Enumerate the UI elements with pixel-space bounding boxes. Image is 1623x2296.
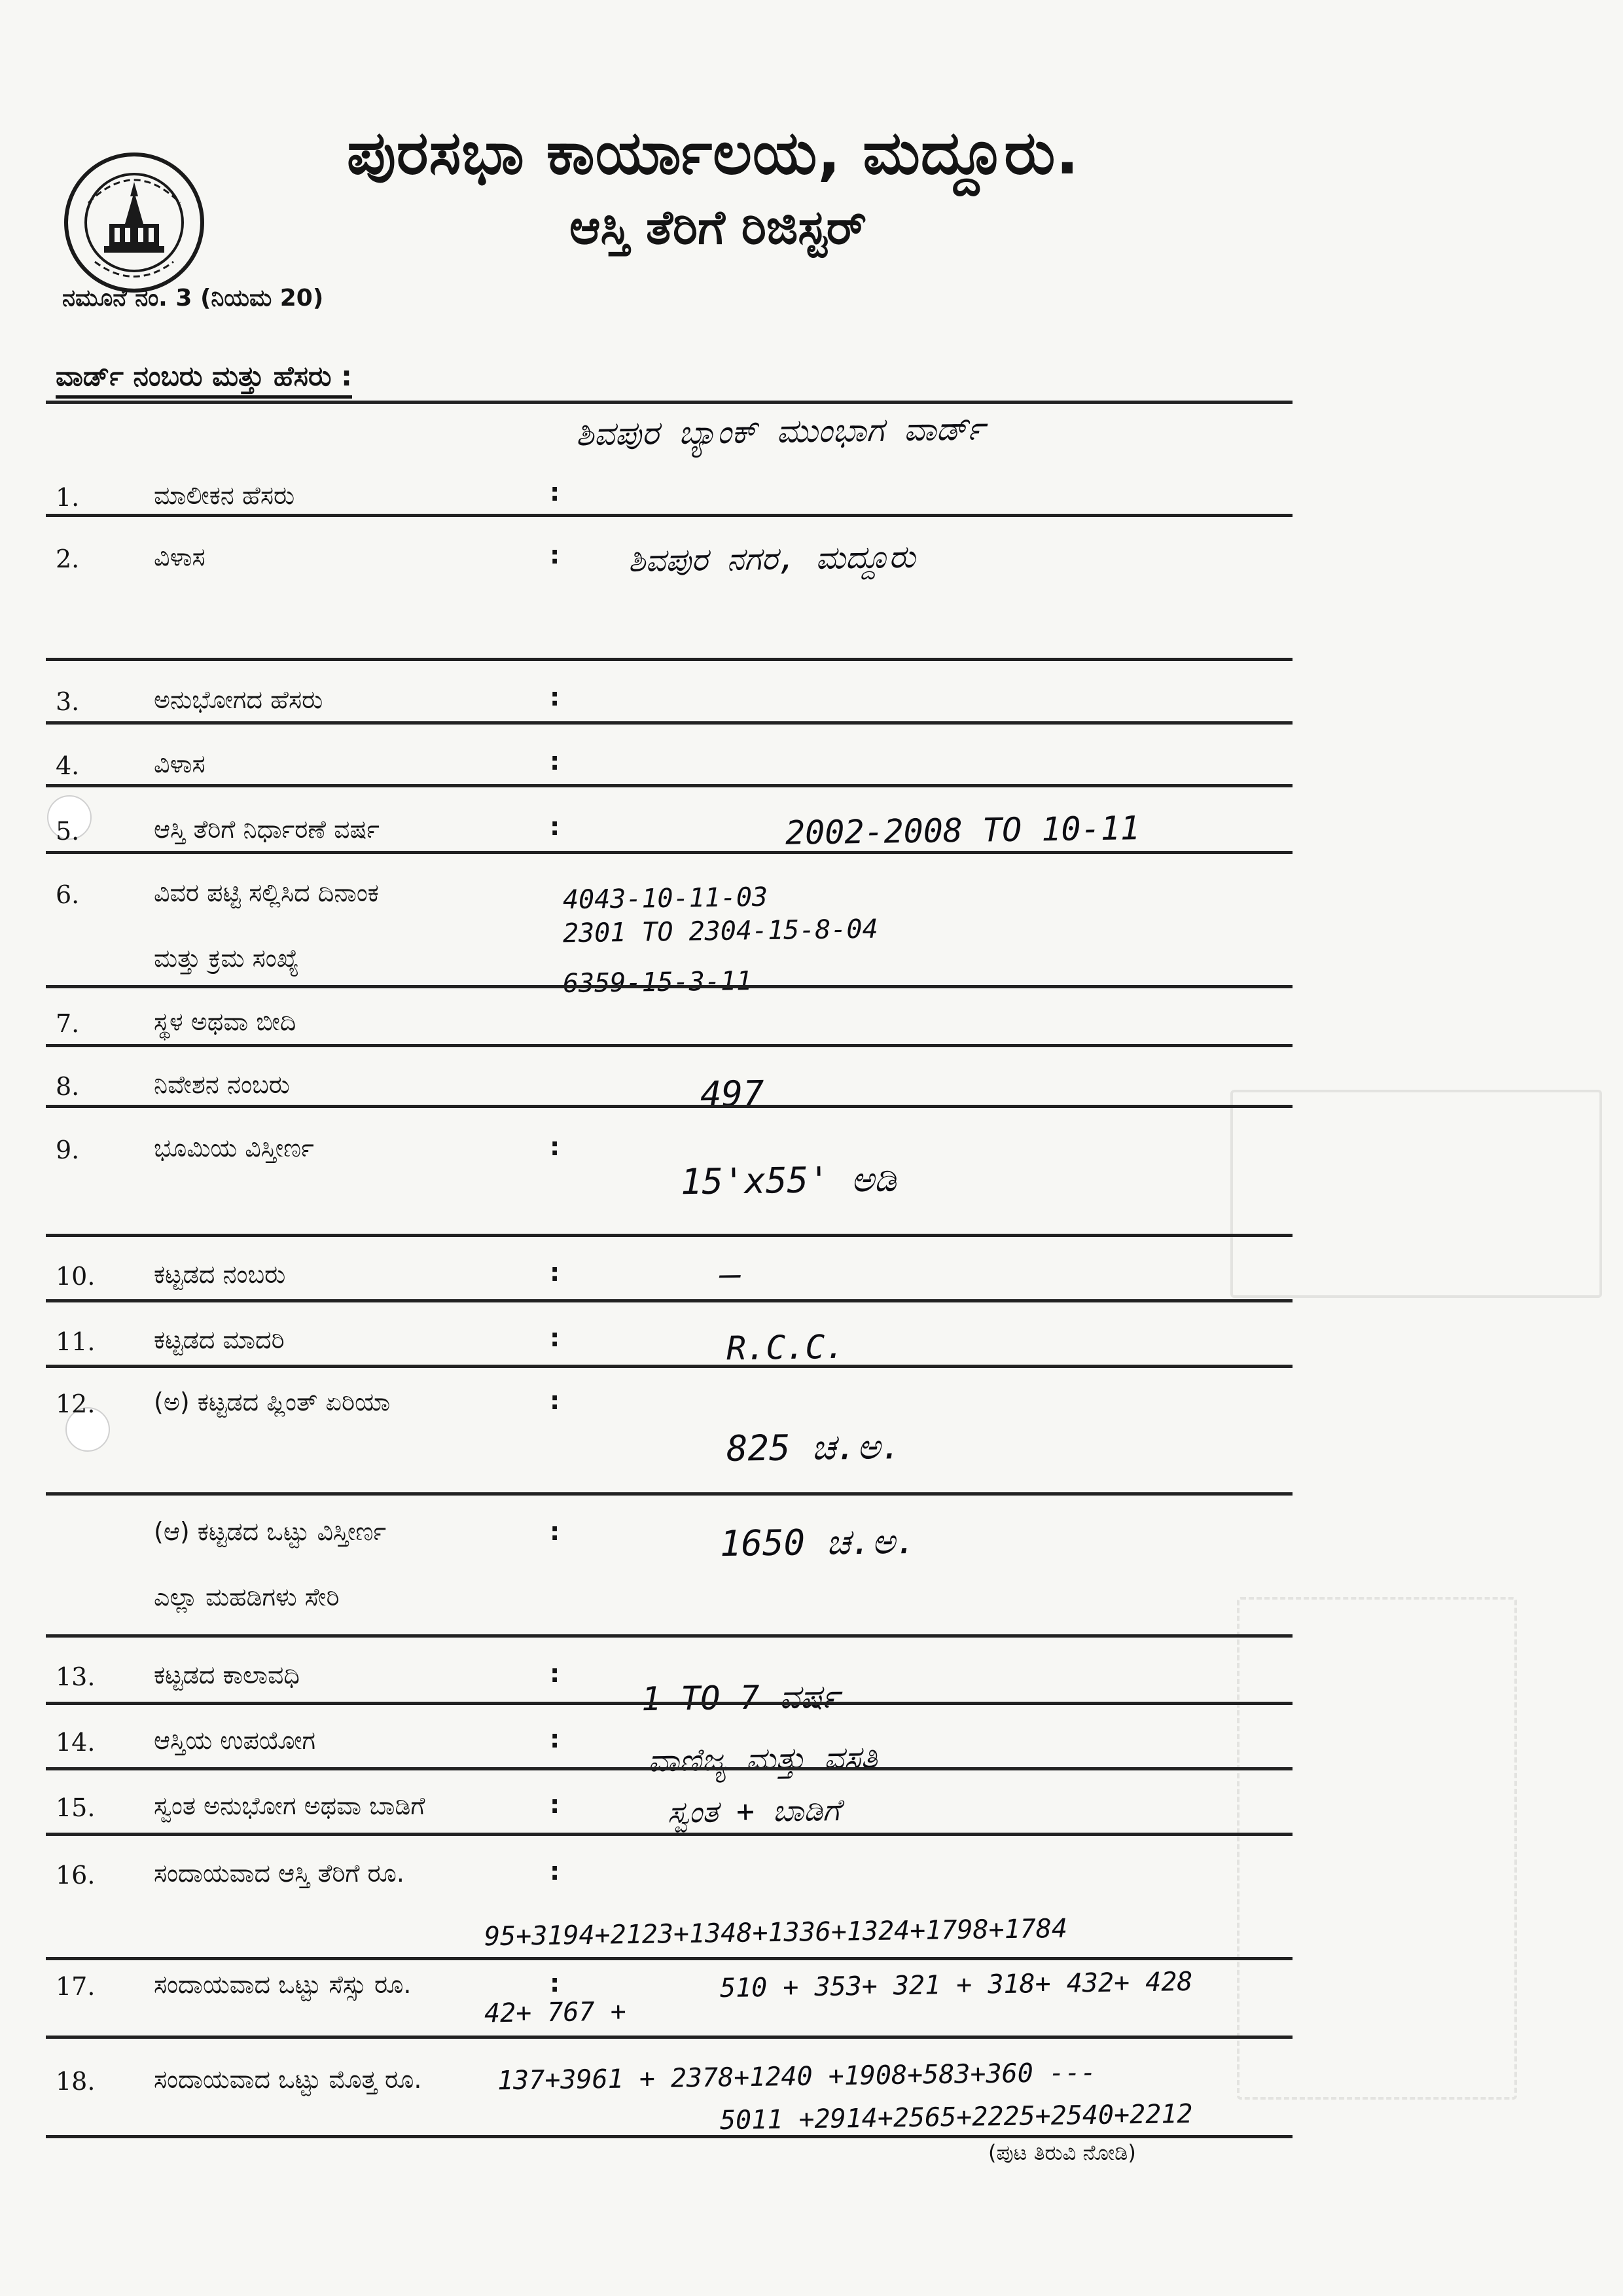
row-number: 12. [56,1390,96,1418]
row-colon: : [550,683,560,711]
divider [46,784,1293,787]
row-label-property-use: ಆಸ್ತಿಯ ಉಪಯೋಗ [154,1726,316,1755]
row-value-land-area: 15'x55' ಅಡಿ [680,1158,897,1203]
row-number: 14. [56,1728,96,1757]
row-value-plinth-area: 825 ಚ.ಅ. [726,1426,902,1469]
row-value-assessment-year: 2002-2008 TO 10-11 [785,809,1141,852]
row-label-tax-paid: ಸಂದಾಯವಾದ ಆಸ್ತಿ ತೆರಿಗೆ ರೂ. [154,1859,404,1888]
row-label-occupant-address: ವಿಳಾಸ [154,749,205,778]
row-number: 3. [56,687,80,716]
row-value-address: ಶಿವಪುರ ನಗರ, ಮದ್ದೂರು [628,538,916,580]
row-number: 11. [56,1327,96,1356]
row-colon: : [550,1969,560,1998]
row-colon: : [550,1725,560,1753]
form-code: ನಮೂನೆ ನಂ. 3 (ನಿಯಮ 20) [62,285,324,312]
row-label-all-floors: ಎಲ್ಲಾ ಮಹಡಿಗಳು ಸೇರಿ [154,1583,340,1611]
row-label-assessment-year: ಆಸ್ತಿ ತೆರಿಗೆ ನಿರ್ಧಾರಣೆ ವರ್ಷ [154,815,380,844]
divider [46,1044,1293,1047]
row-value-statement-line: 4043-10-11-03 [562,882,768,916]
row-number: 13. [56,1662,96,1691]
row-number: 17. [56,1972,96,2001]
divider [46,1957,1293,1960]
row-label-site-number: ನಿವೇಶನ ನಂಬರು [154,1070,290,1099]
row-value-cess-line: 42+ 767 + [484,1996,627,2029]
row-colon: : [550,1258,560,1287]
row-label-land-area: ಭೂಮಿಯ ವಿಸ್ತೀರ್ಣ [154,1134,314,1162]
row-colon: : [550,1659,560,1688]
row-value-property-use: ವಾಣಿಜ್ಯ ಮತ್ತು ವಸತಿ [647,1739,878,1780]
row-value-cess-line: 510 + 353+ 321 + 318+ 432+ 428 [719,1966,1193,2004]
divider [46,1365,1293,1368]
divider [46,1234,1293,1237]
bleed-through-stamp [1230,1090,1602,1298]
row-number: 10. [56,1262,96,1291]
divider [46,721,1293,725]
row-value-statement-line: 6359-15-3-11 [562,965,753,999]
row-colon: : [550,1857,560,1886]
row-value-own-or-rent: ಸ್ವಂತ + ಬಾಡಿಗೆ [667,1792,841,1830]
row-value-tax-paid: 95+3194+2123+1348+1336+1324+1798+1784 [484,1913,1068,1952]
row-colon: : [550,1517,560,1546]
row-label-building-number: ಕಟ್ಟಡದ ನಂಬರು [154,1260,286,1289]
row-colon: : [550,541,560,569]
row-value-total-line: 137+3961 + 2378+1240 +1908+583+360 --- [497,2057,1097,2096]
row-label-building-age: ಕಟ್ಟಡದ ಕಾಲಾವಧಿ [154,1660,300,1689]
row-value-site-number: 497 [700,1073,764,1115]
divider [46,1105,1293,1108]
row-label-location: ಸ್ಥಳ ಅಥವಾ ಬೀದಿ [154,1007,296,1036]
divider [46,1767,1293,1770]
register-subtitle: ಆಸ್ತಿ ತೆರಿಗೆ ರಿಜಿಸ್ಟರ್ [569,200,867,255]
divider [46,851,1293,854]
row-label-total-paid: ಸಂದಾಯವಾದ ಒಟ್ಟು ಮೊತ್ತ ರೂ. [154,2065,422,2094]
row-number: 5. [56,817,80,846]
row-label-cess-paid: ಸಂದಾಯವಾದ ಒಟ್ಟು ಸೆಸ್ಸು ರೂ. [154,1970,412,1999]
row-value-total-area: 1650 ಚ.ಅ. [719,1520,917,1565]
row-number: 15. [56,1793,96,1822]
divider [46,1492,1293,1496]
row-label-building-type: ಕಟ್ಟಡದ ಮಾದರಿ [154,1325,285,1354]
row-label-own-or-rent: ಸ್ವಂತ ಅನುಭೋಗ ಅಥವಾ ಬಾಡಿಗೆ [154,1791,425,1820]
row-number: 18. [56,2067,96,2096]
row-number: 16. [56,1861,96,1890]
office-title: ಪುರಸಭಾ ಕಾರ್ಯಾಲಯ, ಮದ್ದೂರು. [347,118,1080,188]
row-number: 9. [56,1136,80,1164]
divider [46,1634,1293,1638]
row-label-serial-number: ಮತ್ತು ಕ್ರಮ ಸಂಖ್ಯೆ [154,944,300,973]
row-number: 8. [56,1072,80,1101]
divider [46,1299,1293,1302]
row-value-total-line: 5011 +2914+2565+2225+2540+2212 [719,2098,1193,2136]
row-value-statement-line: 2301 TO 2304-15-8-04 [562,914,878,949]
row-number: 4. [56,751,80,780]
divider [46,2036,1293,2039]
row-colon: : [550,812,560,841]
divider [46,2135,1293,2138]
divider [46,514,1293,517]
ward-label: ವಾರ್ಡ್ ನಂಬರು ಮತ್ತು ಹೆಸರು : [56,360,352,399]
row-label-address: ವಿಳಾಸ [154,543,205,571]
row-number: 6. [56,880,80,909]
row-label-total-area: (ಆ) ಕಟ್ಟಡದ ಒಟ್ಟು ವಿಸ್ತೀರ್ಣ [154,1517,387,1546]
row-colon: : [550,1790,560,1819]
row-number: 1. [56,483,80,512]
row-value-building-age: 1 TO 7 ವರ್ಷ [641,1677,840,1719]
divider [46,401,1293,404]
divider [46,985,1293,988]
row-label-owner-name: ಮಾಲೀಕನ ಹೆಸರು [154,481,295,510]
row-colon: : [550,1386,560,1415]
divider [46,658,1293,661]
row-value-building-type: R.C.C. [726,1327,846,1368]
turn-over-note: (ಪುಟ ತಿರುವಿ ನೋಡಿ) [988,2140,1136,2165]
row-label-plinth-area: (ಅ) ಕಟ್ಟಡದ ಪ್ಲಿಂತ್ ಏರಿಯಾ [154,1388,391,1416]
row-value-building-number: — [719,1253,741,1295]
ward-value: ಶಿವಪುರ ಬ್ಯಾಂಕ್ ಮುಂಭಾಗ ವಾರ್ಡ್ [575,409,986,454]
municipal-seal-icon [62,151,206,295]
divider [46,1833,1293,1836]
row-colon: : [550,1323,560,1352]
row-label-statement-date: ವಿವರ ಪಟ್ಟಿ ಸಲ್ಲಿಸಿದ ದಿನಾಂಕ [154,878,379,907]
row-number: 2. [56,545,80,573]
row-number: 7. [56,1009,80,1038]
row-colon: : [550,1132,560,1161]
row-label-occupant-name: ಅನುಭೋಗದ ಹೆಸರು [154,685,323,714]
bleed-through-block [1237,1597,1517,2100]
divider [46,1702,1293,1705]
row-colon: : [550,478,560,507]
row-colon: : [550,747,560,776]
